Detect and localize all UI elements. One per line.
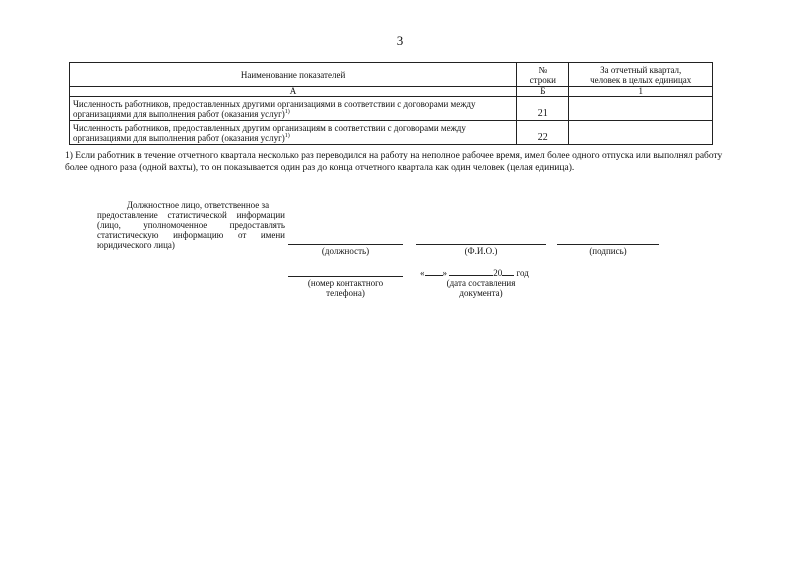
phone-label-line1: (номер контактного	[307, 278, 384, 288]
header-quarter-line2: человек в целых единицах	[590, 74, 692, 85]
date-day-blank[interactable]	[425, 267, 443, 276]
header-quarter-line1: За отчетный квартал,	[600, 64, 682, 75]
header-indicator-name: Наименование показателей	[70, 63, 517, 87]
row-indicator-text	[70, 121, 517, 145]
phone-field-line[interactable]	[288, 276, 403, 277]
full-name-label: (Ф.И.О.)	[464, 246, 498, 256]
date-label	[418, 278, 544, 298]
full-name-field-line[interactable]	[416, 244, 546, 245]
header-quarter-value	[569, 63, 713, 87]
row-value-cell[interactable]	[569, 97, 713, 121]
signature-label: (подпись)	[589, 246, 627, 256]
table-header-row	[70, 63, 713, 87]
footnote-text: 1) Если работник в течение отчетного квартала несколько раз переводился на работу на неполное рабочее время, имел более одного отпуска или выполнял работу более одного раза (одной вахты), то он показывается один раз до конца отчетного квартала как один человек (целая единица).	[65, 151, 723, 173]
official-responsible-block	[97, 200, 285, 250]
column-code-1: 1	[569, 87, 713, 97]
row-text-line1: Численность работников, предоставленных другим организациям в соответствии с договорами между	[73, 122, 466, 133]
footnote-mark: 1)	[284, 132, 290, 139]
table-row	[70, 121, 713, 145]
column-code-a: А	[70, 87, 517, 97]
position-field-line[interactable]	[288, 244, 403, 245]
row-value-cell[interactable]	[569, 121, 713, 145]
header-row-number-line1: №	[538, 64, 548, 75]
phone-label	[288, 278, 403, 298]
phone-label-line2: телефона)	[326, 288, 365, 298]
date-close-quote: »	[442, 268, 447, 278]
date-year-suffix: год	[516, 268, 529, 278]
signature-field-line[interactable]	[557, 244, 659, 245]
footnote-mark: 1)	[284, 108, 290, 115]
row-text-line2: организациями для выполнения работ (оказания услуг)	[73, 132, 285, 143]
page-number: 3	[396, 33, 404, 48]
header-row-number	[517, 63, 569, 87]
date-month-blank[interactable]	[449, 267, 493, 276]
date-label-line2: документа)	[459, 288, 503, 298]
row-text-line2: организациями для выполнения работ (оказания услуг)	[73, 108, 285, 119]
date-field[interactable]	[420, 267, 529, 278]
column-codes-row	[70, 87, 713, 97]
position-label: (должность)	[321, 246, 370, 256]
row-text-line1: Численность работников, предоставленных другими организациями в соответствии с договорами между	[73, 98, 476, 109]
statistics-table	[69, 62, 713, 145]
date-open-quote: «	[420, 268, 425, 278]
table-row	[70, 97, 713, 121]
date-label-line1: (дата составления	[446, 278, 516, 288]
column-code-b: Б	[517, 87, 569, 97]
row-number: 21	[517, 97, 569, 121]
header-row-number-line2: строки	[529, 74, 556, 85]
date-year-blank[interactable]	[502, 267, 514, 276]
official-title-line1: Должностное лицо, ответственное за	[126, 200, 270, 210]
row-indicator-text	[70, 97, 517, 121]
official-title-rest: предоставление статистической информации (лицо, уполномоченное предоставлять статистическую информацию от имени юридического лица)	[97, 210, 285, 250]
date-year-prefix: 20	[493, 268, 503, 278]
row-number: 22	[517, 121, 569, 145]
